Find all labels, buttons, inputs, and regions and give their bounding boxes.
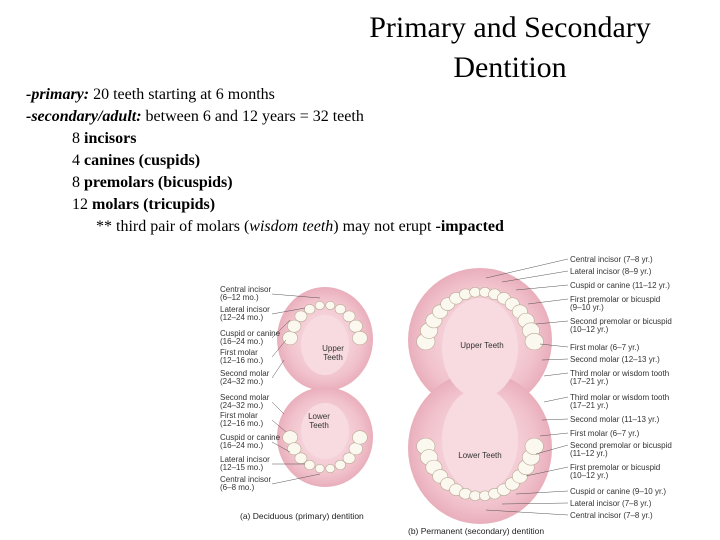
permanent-label: Central incisor (7–8 yr.)	[570, 255, 653, 264]
permanent-upper-tooth	[525, 333, 543, 350]
molars-line	[26, 194, 504, 216]
permanent-label: Central incisor (7–8 yr.)	[570, 511, 653, 520]
deciduous-upper-tooth	[287, 320, 301, 332]
deciduous-upper-tooth	[326, 301, 335, 309]
title-line-2: Dentition	[453, 51, 567, 84]
deciduous-lower-tooth	[283, 431, 298, 444]
permanent-lower-tooth	[470, 491, 481, 501]
deciduous-upper-tooth	[315, 301, 324, 309]
slide-title	[340, 8, 680, 88]
permanent-caption: (b) Permanent (secondary) dentition	[408, 526, 545, 536]
canines-label: canines (cuspids)	[84, 152, 201, 169]
permanent-leader-line	[544, 397, 568, 402]
deciduous-leader-line	[272, 402, 284, 414]
wisdom-note-line	[26, 216, 504, 238]
deciduous-upper-tooth	[304, 304, 315, 314]
deciduous-leader-line	[272, 360, 284, 378]
permanent-label: Lateral incisor (7–8 yr.)	[570, 499, 652, 508]
permanent-lower-tooth	[459, 488, 471, 499]
permanent-label: First molar (6–7 yr.)	[570, 429, 640, 438]
deciduous-lower-tooth	[326, 464, 335, 472]
note-prefix: ** third pair of molars (	[96, 218, 250, 235]
molars-label: molars (tricupids)	[92, 196, 216, 213]
deciduous-label: First molar (12–16 mo.)	[220, 411, 264, 428]
deciduous-upper-tooth	[349, 320, 363, 332]
permanent-label: Second molar (12–13 yr.)	[570, 355, 660, 364]
deciduous-label: Central incisor (6–12 mo.)	[220, 285, 272, 302]
deciduous-label: Cuspid or canine (16–24 mo.)	[220, 329, 281, 346]
note-mid: ) may not erupt	[333, 218, 436, 235]
permanent-label: Second premolar or bicuspid (10–12 yr.)	[570, 317, 672, 334]
note-italic: wisdom teeth	[249, 218, 334, 235]
permanent-lower-floor	[442, 388, 518, 492]
permanent-upper-label: Upper Teeth	[460, 341, 504, 350]
primary-line	[26, 84, 504, 106]
molars-count: 12	[72, 196, 92, 213]
permanent-lower-label: Lower Teeth	[458, 451, 502, 460]
deciduous-caption: (a) Deciduous (primary) dentition	[240, 511, 364, 521]
dentition-figure	[190, 252, 710, 540]
premolars-label: premolars (bicuspids)	[84, 174, 233, 191]
permanent-leader-line	[486, 259, 568, 278]
incisors-count: 8	[72, 130, 84, 147]
primary-text: 20 teeth starting at 6 months	[89, 86, 275, 103]
deciduous-upper-tooth	[352, 331, 367, 344]
dentition-illustration	[190, 252, 710, 540]
permanent-label: Second molar (11–13 yr.)	[570, 415, 660, 424]
permanent-label: First premolar or bicuspid (9–10 yr.)	[570, 295, 661, 312]
body-text	[26, 84, 504, 238]
primary-term: -primary:	[26, 86, 90, 103]
deciduous-label: First molar (12–16 mo.)	[220, 348, 264, 365]
deciduous-lower-tooth	[315, 464, 324, 472]
deciduous-upper-tooth	[295, 311, 307, 322]
incisors-line	[26, 128, 504, 150]
secondary-term: -secondary/adult:	[26, 108, 142, 125]
permanent-leader-line	[544, 373, 568, 376]
deciduous-lower-tooth	[349, 443, 363, 455]
permanent-label: First premolar or bicuspid (10–12 yr.)	[570, 463, 661, 480]
permanent-lower-tooth	[525, 438, 543, 455]
incisors-label: incisors	[84, 130, 137, 147]
deciduous-label: Lateral incisor (12–24 mo.)	[220, 305, 270, 322]
deciduous-upper-label: Upper Teeth	[322, 344, 344, 362]
title-line-1: Primary and Secondary	[369, 11, 651, 44]
deciduous-label: Cuspid or canine (16–24 mo.)	[220, 433, 281, 450]
deciduous-label: Central incisor (6–8 mo.)	[220, 475, 272, 492]
permanent-label: Lateral incisor (8–9 yr.)	[570, 267, 652, 276]
deciduous-lower-tooth	[304, 460, 315, 470]
permanent-label: First molar (6–7 yr.)	[570, 343, 640, 352]
permanent-label: Third molar or wisdom tooth (17–21 yr.)	[570, 369, 670, 386]
secondary-line	[26, 106, 504, 128]
permanent-label: Second premolar or bicuspid (11–12 yr.)	[570, 441, 672, 458]
permanent-label: Third molar or wisdom tooth (17–21 yr.)	[570, 393, 670, 410]
deciduous-label: Lateral incisor (12–15 mo.)	[220, 455, 270, 472]
deciduous-lower-label: Lower Teeth	[308, 412, 330, 430]
canines-count: 4	[72, 152, 84, 169]
permanent-label: Cuspid or canine (9–10 yr.)	[570, 487, 667, 496]
deciduous-label: Second molar (24–32 mo.)	[220, 393, 270, 410]
deciduous-label: Second molar (24–32 mo.)	[220, 369, 270, 386]
deciduous-upper-tooth	[343, 311, 355, 322]
deciduous-lower-tooth	[352, 431, 367, 444]
premolars-count: 8	[72, 174, 84, 191]
secondary-text: between 6 and 12 years = 32 teeth	[141, 108, 364, 125]
deciduous-upper-tooth	[283, 331, 298, 344]
permanent-upper-tooth	[459, 289, 471, 300]
permanent-upper-tooth	[470, 287, 481, 297]
canines-line	[26, 150, 504, 172]
note-bold: -impacted	[435, 218, 504, 235]
deciduous-upper-tooth	[335, 304, 346, 314]
permanent-label: Cuspid or canine (11–12 yr.)	[570, 281, 670, 290]
premolars-line	[26, 172, 504, 194]
